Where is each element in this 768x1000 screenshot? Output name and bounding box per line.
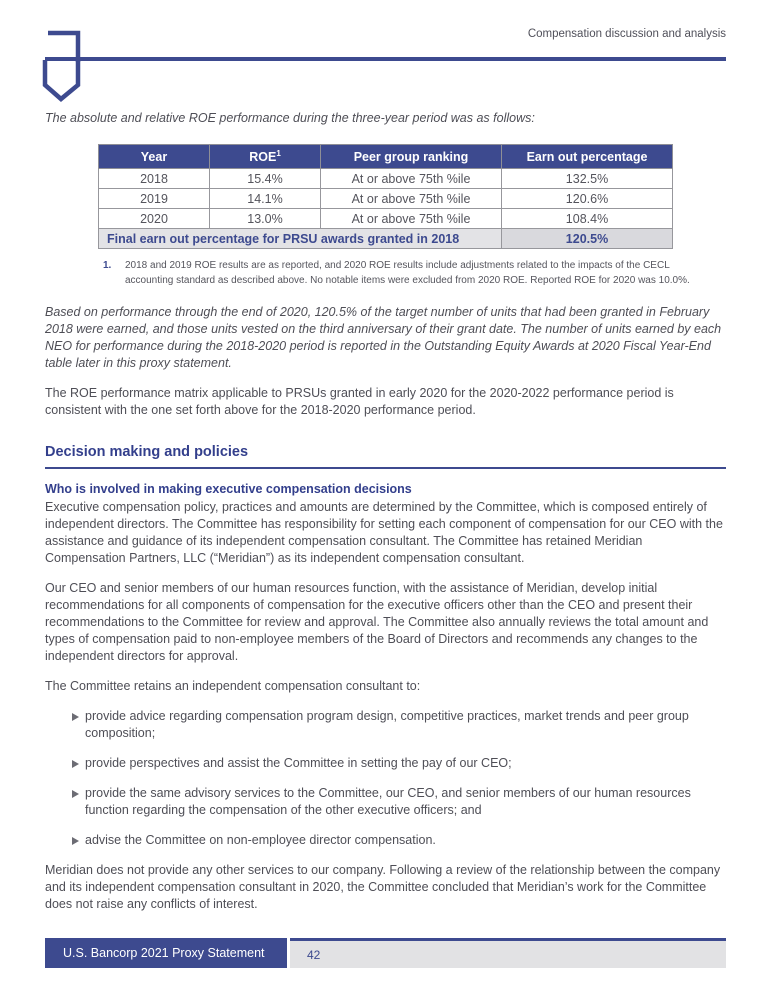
section-subtitle: Who is involved in making executive compensation decisions	[45, 482, 412, 497]
cell-peer-group: At or above 75th %ile	[321, 189, 502, 209]
col-header-peer-group: Peer group ranking	[321, 145, 502, 169]
intro-paragraph: The absolute and relative ROE performance during the three-year period was as follows:	[45, 111, 535, 125]
col-header-year: Year	[99, 145, 210, 169]
roe-performance-table	[98, 144, 673, 249]
us-bancorp-shield-logo	[38, 26, 86, 104]
section-title: Decision making and policies	[45, 443, 726, 469]
triangle-bullet-icon	[72, 790, 79, 798]
table-header-row	[99, 145, 673, 169]
list-item-text: provide the same advisory services to the Committee, our CEO, and senior members of our human resources function regarding the compensation of the other executive officers; and	[85, 786, 691, 818]
list-item	[45, 832, 726, 849]
running-title: Compensation discussion and analysis	[527, 28, 726, 40]
consultant-duties-list	[45, 708, 726, 849]
list-item	[45, 708, 726, 742]
final-earn-out-value: 120.5%	[502, 229, 673, 249]
paragraph-meridian-closing: Meridian does not provide any other services to our company. Following a review of the relationship between the company and its independent compensation consultant in 2020, the Committee concluded that Meridian’s work for the Committee does not raise any conflicts of interest.	[45, 863, 721, 912]
cell-roe: 15.4%	[210, 169, 321, 189]
footer-page-number: 42	[290, 938, 726, 968]
cell-earn-out: 120.6%	[502, 189, 673, 209]
table-final-row	[99, 229, 673, 249]
col-header-roe: ROE$^1$	[210, 145, 321, 169]
table-row	[99, 169, 673, 189]
cell-roe: 13.0%	[210, 209, 321, 229]
page-footer	[45, 938, 726, 968]
cell-year: 2020	[99, 209, 210, 229]
paragraph-based-on-performance: Based on performance through the end of 2020, 120.5% of the target number of units that had been granted in February 2018 were earned, and those units vested on the third anniversary of their grant date. The number of units earned by each NEO for performance during the 2018-2020 period is reported in the Outstanding Equity Awards at 2020 Fiscal Year-End table later in this proxy statement.	[45, 305, 722, 371]
paragraph-consultant-lead-in: The Committee retains an independent compensation consultant to:	[45, 679, 421, 694]
footnote-ref: 1	[276, 149, 281, 158]
header-rule	[45, 57, 726, 61]
list-item	[45, 755, 726, 772]
cell-year: 2018	[99, 169, 210, 189]
paragraph-ceo-recommendations: Our CEO and senior members of our human resources function, with the assistance of Meridian, develop initial recommendations for all components of compensation for the executive officers other than the CEO and present their recommendations to the Committee for review and approval. The Committee also annually reviews the total amount and types of compensation paid to non-employee members of the Board of Directors and recommends any changes to the independent directors for approval.	[45, 581, 709, 664]
cell-earn-out: 108.4%	[502, 209, 673, 229]
paragraph-committee-composition: Executive compensation policy, practices and amounts are determined by the Committee, which is composed entirely of independent directors. The Committee has responsibility for setting each component of compensation for our CEO with the assistance and guidance of its independent compensation consultant. The Committee has retained Meridian Compensation Partners, LLC (“Meridian”) as its independent compensation consultant.	[45, 500, 723, 566]
cell-year: 2019	[99, 189, 210, 209]
cell-roe: 14.1%	[210, 189, 321, 209]
table-row	[99, 189, 673, 209]
list-item-text: provide advice regarding compensation program design, competitive practices, market trends and peer group composition;	[85, 709, 689, 741]
page-body	[45, 110, 726, 926]
table-footnote	[103, 259, 703, 288]
final-earn-out-label: Final earn out percentage for PRSU awards granted in 2018	[99, 229, 502, 249]
triangle-bullet-icon	[72, 713, 79, 721]
col-header-earn-out: Earn out percentage	[502, 145, 673, 169]
cell-peer-group: At or above 75th %ile	[321, 169, 502, 189]
list-item	[45, 785, 726, 819]
cell-peer-group: At or above 75th %ile	[321, 209, 502, 229]
cell-earn-out: 132.5%	[502, 169, 673, 189]
list-item-text: advise the Committee on non-employee director compensation.	[85, 833, 436, 848]
footer-document-title: U.S. Bancorp 2021 Proxy Statement	[45, 938, 287, 968]
footnote-marker: 1.	[103, 260, 112, 272]
triangle-bullet-icon	[72, 837, 79, 845]
footnote-text: 2018 and 2019 ROE results are as reported, and 2020 ROE results include adjustments related to the impacts of the CECL accounting standard as described above. No notable items were excluded from 2020 ROE. Reported ROE for 2020 was 10.0%.	[125, 260, 690, 286]
triangle-bullet-icon	[72, 760, 79, 768]
paragraph-roe-matrix: The ROE performance matrix applicable to PRSUs granted in early 2020 for the 2020-2022 performance period is consistent with the one set forth above for the 2018-2020 performance period.	[45, 386, 674, 418]
list-item-text: provide perspectives and assist the Committee in setting the pay of our CEO;	[85, 756, 512, 771]
table-row	[99, 209, 673, 229]
